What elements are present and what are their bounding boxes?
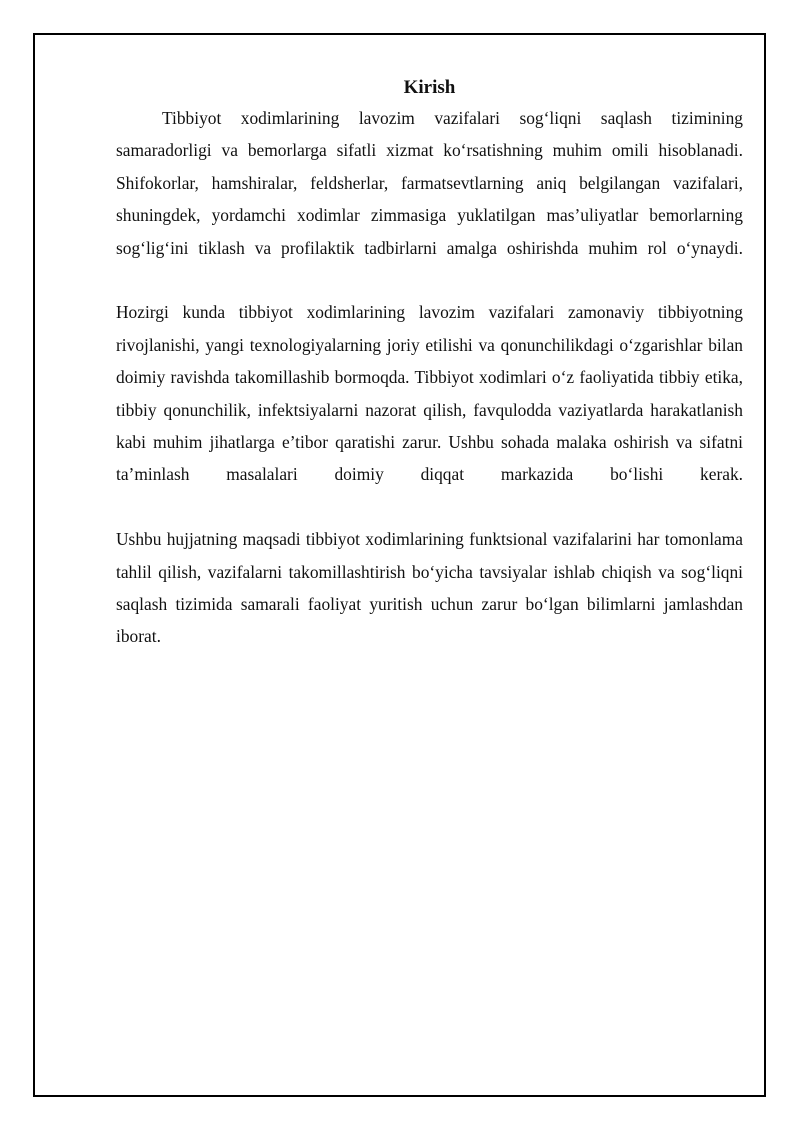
paragraph-purpose: Ushbu hujjatning maqsadi tibbiyot xodimlarining funktsional vazifalarini har tomonlama tahlil qilish, vazifalarni takomillashtirish bo‘yicha tavsiyalar ishlab chiqish va sog‘liqni saqlash tizimida samarali faoliyat yuritish uchun zarur bo‘lgan bilimlarni jamlashdan iborat. (116, 529, 743, 647)
document-title: Kirish (403, 77, 456, 98)
paragraph-spacer (116, 264, 743, 296)
paragraph-current-state: Hozirgi kunda tibbiyot xodimlarining lavozim vazifalari zamonaviy tibbiyotning rivojlanishi, yangi texnologiyalarning joriy etilishi va qonunchilikdagi o‘zgarishlar bilan doimiy ravishda takomillashib bormoqda. Tibbiyot xodimlari o‘z faoliyatida tibbiy etika, tibbiy qonunchilik, infektsiyalarni nazorat qilish, favqulodda vaziyatlarda harakatlanish kabi muhim jihatlarga e’tibor qaratishi zarur. Ushbu sohada malaka oshirish va sifatni ta’minlash masalalari doimiy diqqat markazida bo‘lishi kerak. (116, 302, 743, 485)
paragraph-spacer (116, 491, 743, 523)
paragraph-intro: Tibbiyot xodimlarining lavozim vazifalari sog‘liqni saqlash tizimining samaradorligi va bemorlarga sifatli xizmat ko‘rsatishning muhim omili hisoblanadi. Shifokorlar, hamshiralar, feldsherlar, farmatsevtlarning aniq belgilangan vazifalari, shuningdek, yordamchi xodimlar zimmasiga yuklatilgan mas’uliyatlar bemorlarning sog‘lig‘ini tiklash va profilaktik tadbirlarni amalga oshirishda muhim rol o‘ynaydi. (116, 108, 743, 258)
document-body (116, 74, 743, 653)
